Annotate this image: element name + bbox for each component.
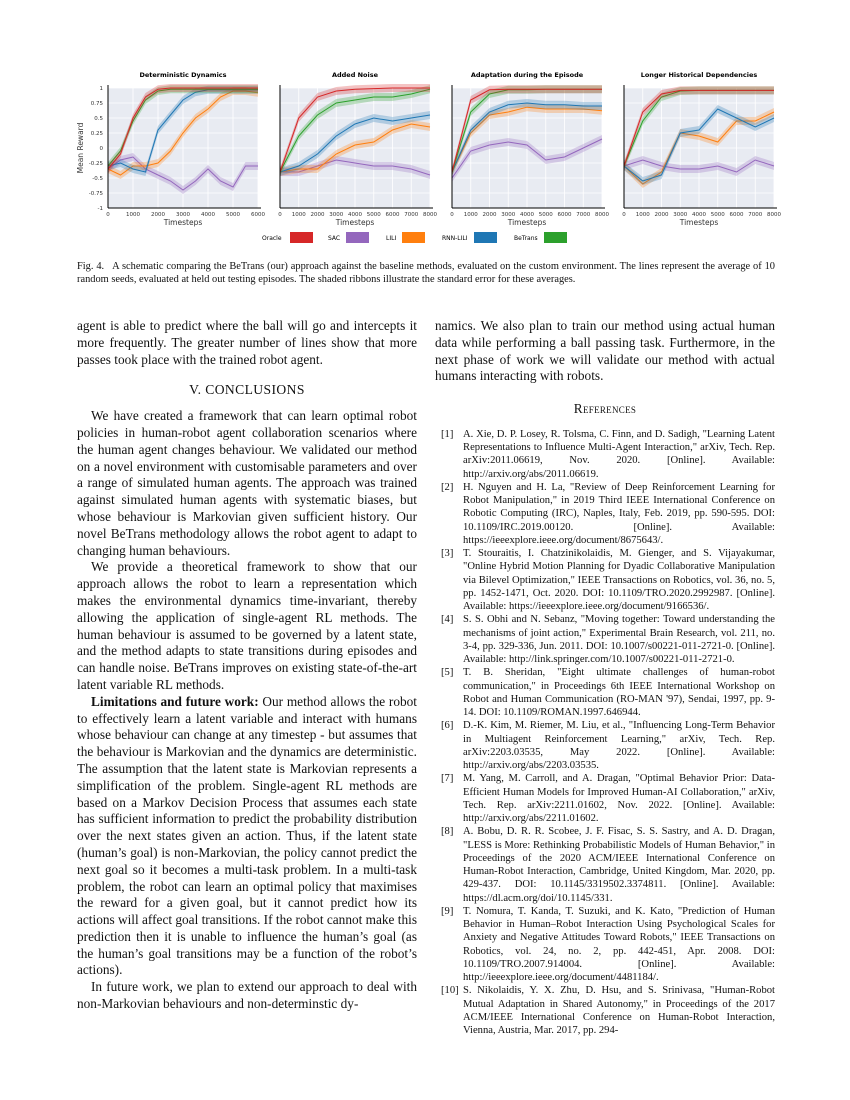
reference-item: [435, 984, 775, 1037]
legend-swatch: [544, 232, 567, 243]
reference-text: H. Nguyen and H. La, "Review of Deep Reinforcement Learning for Robot Manipulation," in 2019 Third IEEE International Conference on Robotic Computing (IRC), Naples, Italy, Feb. 2019, pp. 590-595. DOI: 10.1109/IRC.2019.00120. [Online]. Available: https://ieeexplore.ieee.org/document/8675643/.: [463, 481, 775, 546]
reference-number: [6]: [441, 720, 454, 732]
x-tick-label: 8000: [595, 212, 609, 218]
x-tick-label: 7000: [748, 212, 763, 218]
x-tick-label: 2000: [151, 212, 165, 218]
x-tick-label: 0: [106, 212, 110, 218]
x-tick-label: 6000: [729, 212, 744, 218]
y-tick-label: -1: [97, 206, 103, 212]
x-tick-label: 4000: [520, 212, 534, 218]
x-tick-label: 4000: [348, 212, 362, 218]
x-tick-label: 3000: [501, 212, 516, 218]
reference-item: [435, 719, 775, 772]
panel-title: Added Noise: [331, 71, 379, 79]
results-figure: [0, 60, 850, 255]
chart-panel: [76, 71, 265, 227]
figure-caption: [77, 260, 775, 287]
x-tick-label: 5000: [710, 212, 725, 218]
x-tick-label: 2000: [482, 212, 497, 218]
right-column: [435, 318, 775, 1037]
x-axis-label: Timesteps: [507, 218, 547, 227]
panel-title: Deterministic Dynamics: [139, 71, 227, 79]
reference-text: T. B. Sheridan, "Eight ultimate challenges of human-robot communication," in Proceedings 6th IEEE International Workshop on Robot and Human Communication (RO-MAN '97), Sendai, 1997, pp. 9-14. DOI: 10.1109/ROMAN.1997.646944.: [463, 667, 775, 719]
x-tick-label: 7000: [404, 212, 419, 218]
paragraph: [77, 694, 417, 980]
reference-number: [3]: [441, 548, 454, 560]
reference-item: [435, 613, 775, 666]
paragraph: In future work, we plan to extend our approach to deal with non-Markovian behaviours and non-determinstic dy-: [77, 979, 417, 1012]
reference-text: A. Bobu, D. R. R. Scobee, J. F. Fisac, S. S. Sastry, and A. D. Dragan, "LESS is More: Rethinking Probabilistic Models of Human Behavior," in Proceedings of the 2020 ACM/IEEE International Conference on Human-Robot Interaction, Cambridge, United Kingdom, Mar. 2020, pp. 429-437. DOI: 10.1145/3319502.3374811. [Online]. Available: https://dl.acm.org/doi/10.1145/331.: [463, 826, 775, 904]
legend-swatch: [402, 232, 425, 243]
reference-number: [8]: [441, 826, 454, 838]
legend-label: SAC: [328, 235, 341, 242]
legend-label: Oracle: [262, 235, 282, 242]
legend-label: LILI: [386, 235, 397, 242]
y-tick-label: 0: [99, 146, 103, 152]
legend-swatch: [474, 232, 497, 243]
reference-text: T. Nomura, T. Kanda, T. Suzuki, and K. Kato, "Prediction of Human Behavior in Human–Robot Interaction Using Psychological Scales for Anxiety and Negative Attitudes Toward Robots," IEEE Transactions on Robotics, vol. 24, no. 2, pp. 442-451, Apr. 2008. DOI: 10.1109/TRO.2007.914004. [Online]. Available: http://ieeexplore.ieee.org/document/4481184/.: [463, 905, 775, 984]
legend-label: RNN-LILI: [442, 235, 468, 242]
figure-label: Fig. 4.: [77, 261, 105, 272]
x-tick-label: 0: [450, 212, 454, 218]
x-tick-label: 3000: [176, 212, 190, 218]
x-tick-label: 1000: [291, 212, 306, 218]
paragraph: agent is able to predict where the ball will go and intercepts it more frequently. The greater number of lines show that more passes took place with the trained robot agent.: [77, 318, 417, 367]
chart-panel: [622, 71, 781, 227]
x-tick-label: 3000: [673, 212, 688, 218]
legend-swatch: [290, 232, 313, 243]
left-column: [77, 318, 417, 1013]
x-tick-label: 6000: [251, 212, 265, 218]
y-tick-label: -0.75: [88, 191, 103, 197]
reference-list: [435, 428, 775, 1038]
paragraph-heading: Limitations and future work:: [91, 693, 259, 709]
paragraph: We provide a theoretical framework to show that our approach allows the robot to learn a representation which makes the environmental dynamics time-invariant, thereby allowing the application of single-agent RL methods. The human behaviour is assumed to be governed by a latent state, and the method adapts to state transitions during episodes and can handle noise. BeTrans improves on existing state-of-the-art latent variable RL methods.: [77, 559, 417, 692]
reference-number: [7]: [441, 773, 454, 785]
x-axis-label: Timesteps: [163, 218, 203, 227]
x-tick-label: 0: [622, 212, 626, 218]
reference-text: S. Nikolaidis, Y. X. Zhu, D. Hsu, and S. Srinivasa, "Human-Robot Mutual Adaptation in Shared Autonomy," in Proceedings of the 2017 ACM/IEEE International Conference on Human-Robot Interaction, Vienna, Austria, Mar. 2017, pp. 294-: [463, 985, 775, 1037]
reference-text: A. Xie, D. P. Losey, R. Tolsma, C. Finn, and D. Sadigh, "Learning Latent Representations to Influence Multi-Agent Interaction," arXiv, Tech. Rep. arXiv:2011.06619, Nov. 2020. [Online]. Available: http://arxiv.org/abs/2011.06619.: [463, 428, 775, 480]
reference-text: D.-K. Kim, M. Riemer, M. Liu, et al., "Influencing Long-Term Behavior in Multiagent Reinforcement Learning," arXiv, Tech. Rep. arXiv:2203.03535, May 2022. [Online]. Available: http://arxiv.org/abs/2203.03535.: [463, 720, 775, 772]
caption-text: A schematic comparing the BeTrans (our) approach against the baseline methods, evaluated on the custom environment. The lines represent the average of 10 random seeds, evaluated at held out testing episodes. The shaded ribbons illustrate the standard error for these averages.: [77, 261, 775, 286]
x-tick-label: 5000: [226, 212, 240, 218]
reference-text: S. S. Obhi and N. Sebanz, "Moving together: Toward understanding the mechanisms of joint action," Experimental Brain Research, vol. 211, no. 3-4, pp. 329-336, Jun. 2011. DOI: 10.1007/s00221-011-2721-0. [Online]. Available: http://link.springer.com/10.1007/s00221-011-2721-0.: [463, 614, 775, 666]
x-tick-label: 0: [278, 212, 282, 218]
references-heading: References: [573, 401, 637, 417]
reference-number: [4]: [441, 614, 454, 626]
x-tick-label: 6000: [557, 212, 572, 218]
reference-item: [435, 772, 775, 825]
y-tick-label: 0.25: [90, 131, 103, 137]
reference-item: [435, 825, 775, 905]
paragraph: namics. We also plan to train our method using actual human data while performing a ball passing task. Furthermore, in the next phase of work we will validate our method with actual humans interacting with robots.: [435, 318, 775, 384]
x-tick-label: 1000: [635, 212, 650, 218]
legend-item: [262, 232, 313, 243]
reference-number: [2]: [441, 481, 454, 493]
legend-item: [514, 232, 567, 243]
legend-item: [386, 232, 425, 243]
reference-number: [9]: [441, 905, 454, 917]
reference-item: [435, 666, 775, 719]
paragraph-text: Our method allows the robot to effectively learn a latent variable and interact with humans whose behaviour can change at any timestep - but assumes that the behaviour is Markovian and the dynamics are deterministic. The assumption that the latent state is Markovian represents a simplification of the problem. Single-agent RL methods are based on a Markov Decision Process that assumes each state has sufficient information to predict the probability distribution over the next states given an action. Thus, if the latent state (human’s goal) is non-Markovian, the policy cannot predict the next goal so it becomes a multi-task problem. In a multi-task problem, the robot can learn an optimal policy that maximises the reward for a given goal, but it cannot predict how its actions will affect goal transitions. If the robot cannot make this prediction then it is unable to influence the human’s goal (as the human’s goal transitions may be a function of the robot’s actions).: [77, 693, 417, 978]
x-tick-label: 6000: [385, 212, 400, 218]
panel-title: Longer Historical Dependencies: [640, 71, 758, 79]
reference-number: [5]: [441, 667, 454, 679]
legend-label: BeTrans: [514, 235, 538, 242]
x-tick-label: 1000: [126, 212, 140, 218]
y-axis-label: Mean Reward: [76, 122, 85, 174]
x-tick-label: 3000: [329, 212, 344, 218]
reference-item: [435, 547, 775, 613]
chart-panel: [278, 71, 437, 227]
reference-number: [1]: [441, 428, 454, 440]
reference-item: [435, 428, 775, 481]
legend-swatch: [346, 232, 369, 243]
x-tick-label: 1000: [463, 212, 478, 218]
x-tick-label: 8000: [423, 212, 437, 218]
section-heading: V. CONCLUSIONS: [189, 382, 305, 398]
reference-text: T. Stouraitis, I. Chatzinikolaidis, M. Gienger, and S. Vijayakumar, "Online Hybrid Motion Planning for Dyadic Collaborative Manipulation via Bilevel Optimization," IEEE Transactions on Robotics, vol. 36, no. 5, pp. 1452-1471, Oct. 2020. DOI: 10.1109/TRO.2020.2992987. [Online]. Available: https://ieeexplore.ieee.org/document/9166536/.: [463, 548, 775, 613]
x-tick-label: 5000: [538, 212, 553, 218]
x-tick-label: 2000: [654, 212, 669, 218]
paragraph: We have created a framework that can learn optimal robot policies in human-robot agent collaboration scenarios where the human agent changes behaviour. We validated our method on a novel environment with customisable parameters and over a range of simulated human agents. The approach was trained against simulated human agents with systematic biases, but whose behaviour is Markovian given sufficient history. Our novel BeTrans methodology allows the robot agent to adapt to changing human behaviours.: [77, 408, 417, 558]
reference-number: [10]: [441, 985, 459, 997]
x-axis-label: Timesteps: [335, 218, 375, 227]
y-tick-label: 1: [99, 86, 103, 92]
x-tick-label: 7000: [576, 212, 591, 218]
legend-item: [442, 232, 497, 243]
reference-item: [435, 481, 775, 547]
x-tick-label: 5000: [366, 212, 381, 218]
legend-item: [328, 232, 369, 243]
y-tick-label: -0.25: [88, 161, 103, 167]
y-tick-label: -0.5: [92, 176, 103, 182]
x-axis-label: Timesteps: [679, 218, 719, 227]
x-tick-label: 4000: [692, 212, 706, 218]
panel-title: Adaptation during the Episode: [470, 71, 584, 79]
y-tick-label: 0.75: [90, 101, 103, 107]
reference-item: [435, 905, 775, 985]
x-tick-label: 2000: [310, 212, 325, 218]
y-tick-label: 0.5: [94, 116, 103, 122]
x-tick-label: 8000: [767, 212, 781, 218]
chart-panel: [450, 71, 609, 227]
reference-text: M. Yang, M. Carroll, and A. Dragan, "Optimal Behavior Prior: Data-Efficient Human Models for Improved Human-AI Collaboration," arXiv, Tech. Rep. arXiv:2211.01602, Nov. 2022. [Online]. Available: http://arxiv.org/abs/2211.01602.: [463, 773, 775, 825]
x-tick-label: 4000: [201, 212, 215, 218]
